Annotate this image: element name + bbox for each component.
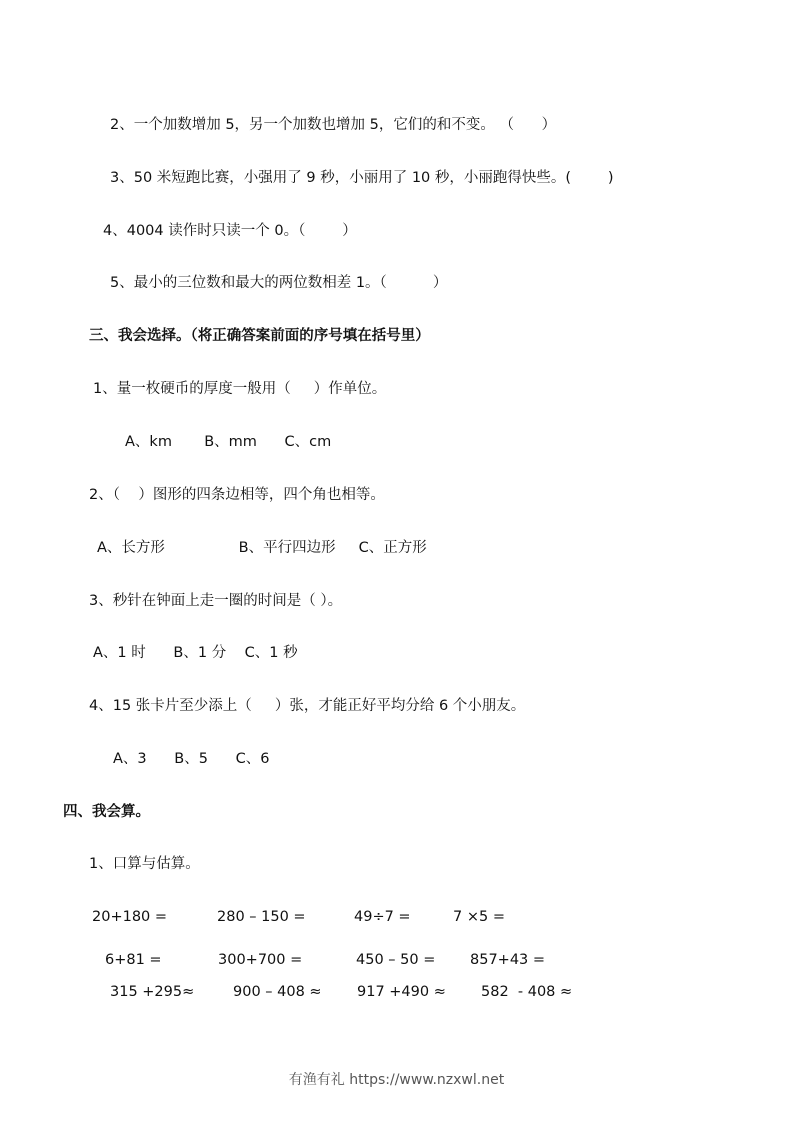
judge-question-5: 5、最小的三位数和最大的两位数相差 1。（ ） <box>110 275 448 291</box>
calc-expression: 857+43 = <box>470 952 546 968</box>
choice-question-3-options: A、1 时 B、1 分 C、1 秒 <box>93 645 298 661</box>
calc-expression: 900 – 408 ≈ <box>233 984 322 1000</box>
choice-question-4: 4、15 张卡片至少添上（ ）张，才能正好平均分给 6 个小朋友。 <box>89 698 526 714</box>
choice-question-1: 1、量一枚硬币的厚度一般用（ ）作单位。 <box>93 381 387 397</box>
choice-question-4-options: A、3 B、5 C、6 <box>113 751 270 767</box>
calc-expression: 20+180 = <box>92 909 168 925</box>
calc-expression: 300+700 = <box>218 952 303 968</box>
calc-expression: 582 - 408 ≈ <box>481 984 573 1000</box>
choice-question-2: 2、（ ）图形的四条边相等，四个角也相等。 <box>89 487 385 503</box>
page-footer-watermark: 有渔有礼 https://www.nzxwl.net <box>288 1072 505 1088</box>
calc-expression: 7 ×5 = <box>453 909 505 925</box>
calc-expression: 49÷7 = <box>354 909 411 925</box>
judge-question-2: 2、一个加数增加 5，另一个加数也增加 5，它们的和不变。 （ ） <box>110 117 557 133</box>
calc-section-heading: 四、我会算。 <box>63 804 150 820</box>
judge-question-3: 3、50 米短跑比赛，小强用了 9 秒，小丽用了 10 秒，小丽跑得快些。( ) <box>110 170 614 186</box>
calc-expression: 917 +490 ≈ <box>357 984 446 1000</box>
calc-expression: 280 – 150 = <box>217 909 306 925</box>
choice-question-1-options: A、km B、mm C、cm <box>125 434 332 450</box>
calc-expression: 6+81 = <box>105 952 162 968</box>
calc-expression: 315 +295≈ <box>110 984 195 1000</box>
choice-question-3: 3、秒针在钟面上走一圈的时间是（ ）。 <box>89 593 343 609</box>
calc-expression: 450 – 50 = <box>356 952 436 968</box>
judge-question-4: 4、4004 读作时只读一个 0。（ ） <box>103 223 357 239</box>
choice-section-heading: 三、我会选择。（将正确答案前面的序号填在括号里） <box>89 328 430 344</box>
choice-question-2-options: A、长方形 B、平行四边形 C、正方形 <box>97 540 427 556</box>
calc-subsection-1: 1、口算与估算。 <box>89 856 200 872</box>
